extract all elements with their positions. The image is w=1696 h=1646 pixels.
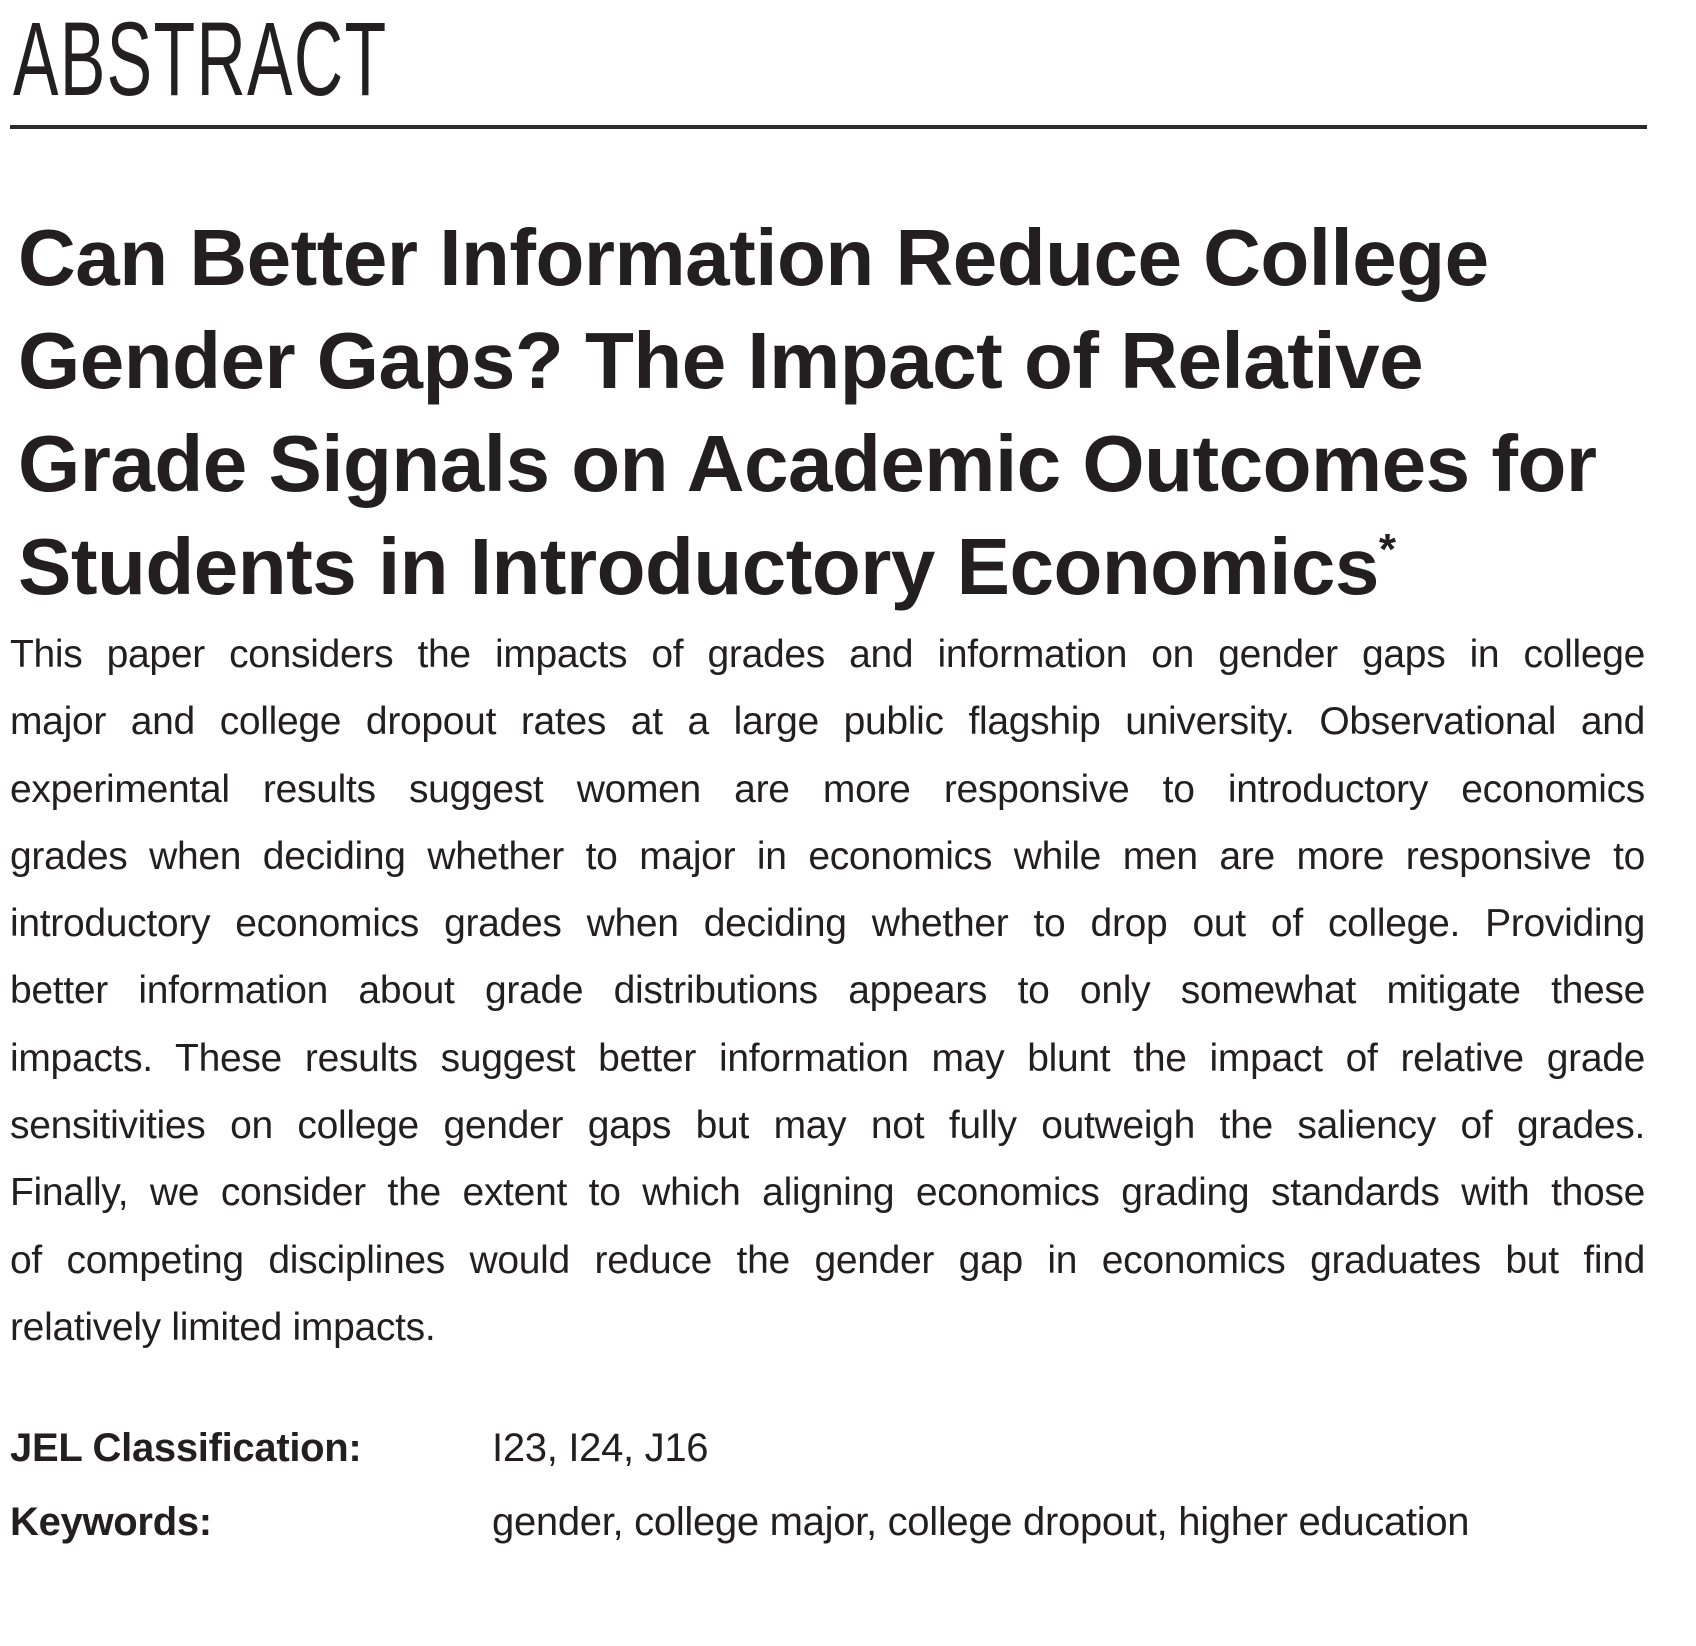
jel-value: I23, I24, J16 <box>492 1426 709 1470</box>
abstract-line: major and college dropout rates at a large public flagship university. Observational and <box>10 700 1645 744</box>
title-line-1: Can Better Information Reduce College <box>18 212 1489 302</box>
title-line-3: Grade Signals on Academic Outcomes for <box>18 418 1597 508</box>
abstract-line: introductory economics grades when deciding whether to drop out of college. Providing <box>10 902 1645 946</box>
title-line-4 <box>18 515 1658 631</box>
abstract-line: grades when deciding whether to major in economics while men are more responsive to <box>10 834 1645 878</box>
abstract-section-label: ABSTRACT <box>13 1 388 118</box>
abstract-section-heading <box>13 1 589 118</box>
abstract-line: Finally, we consider the extent to which aligning economics grading standards with those <box>10 1171 1645 1215</box>
abstract-line: better information about grade distributions appears to only somewhat mitigate these <box>10 969 1645 1013</box>
abstract-line: of competing disciplines would reduce the gender gap in economics graduates but find <box>10 1238 1645 1282</box>
paper-title <box>18 206 1658 631</box>
keywords-value: gender, college major, college dropout, higher education <box>492 1500 1470 1544</box>
jel-label: JEL Classification: <box>10 1426 362 1470</box>
abstract-line: impacts. These results suggest better information may blunt the impact of relative grade <box>10 1036 1645 1080</box>
abstract-line: relatively limited impacts. <box>10 1305 436 1349</box>
abstract-line: sensitivities on college gender gaps but may not fully outweigh the saliency of grades. <box>10 1104 1645 1148</box>
title-footnote-marker: * <box>1378 524 1396 574</box>
abstract-line: experimental results suggest women are more responsive to introductory economics <box>10 767 1645 811</box>
keywords-label: Keywords: <box>10 1500 212 1544</box>
metadata-section <box>10 1411 1650 1559</box>
jel-row <box>10 1411 1650 1485</box>
abstract-text <box>10 621 1645 1361</box>
title-line-2: Gender Gaps? The Impact of Relative <box>18 315 1424 405</box>
title-line-4-text: Students in Introductory Economics <box>18 521 1379 611</box>
divider-rule <box>10 125 1647 129</box>
keywords-row <box>10 1485 1650 1559</box>
abstract-line: This paper considers the impacts of grades and information on gender gaps in college <box>10 633 1645 676</box>
